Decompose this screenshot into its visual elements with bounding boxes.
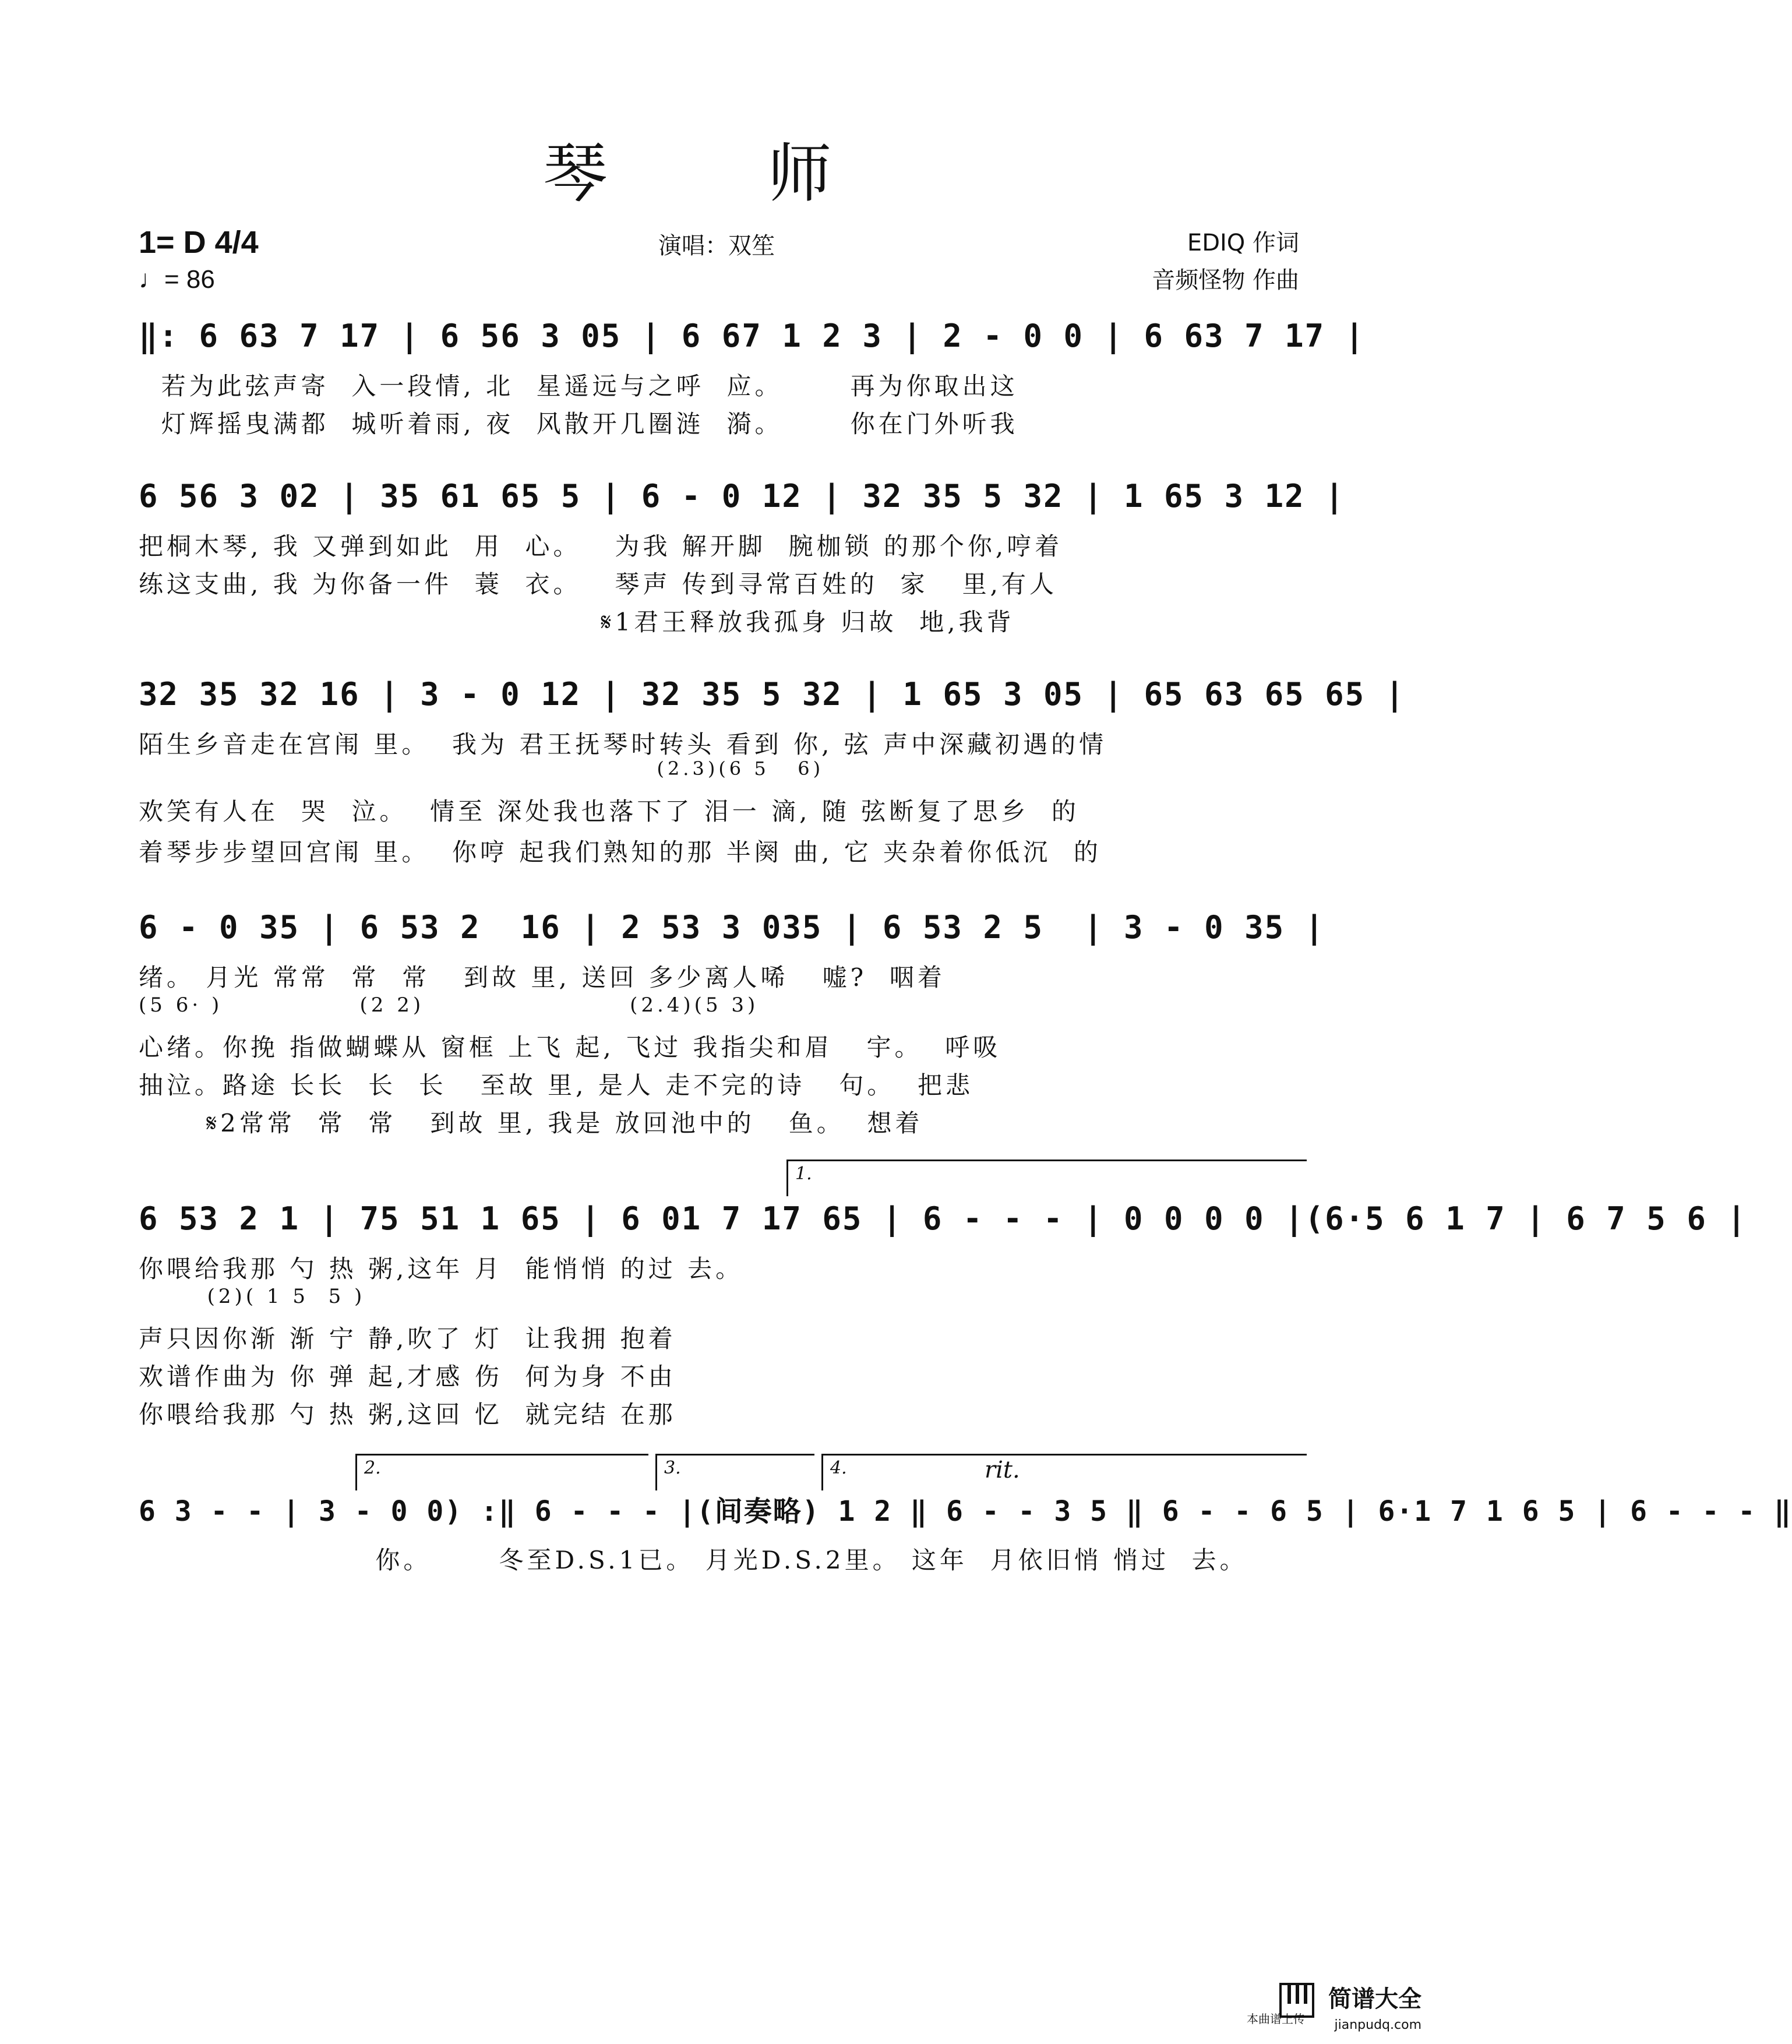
notes-system-5: 6 53 2 1 | 75 51 1 65 | 6 01 7 17 65 | 6 - - - | 0 0 0 0 |(6·5 6 1 7 | 6 7 5 6 | — [139, 1200, 1747, 1237]
lyric-line: 𝄋1君王释放我孤身 归故 地,我背 — [139, 608, 1015, 636]
site-name: 简谱大全 — [1328, 1986, 1421, 2013]
lyric-line: 抽泣。路途 长长 长 长 至故 里, 是人 走不完的诗 句。 把悲 — [139, 1071, 973, 1099]
harmony-line: (2)( 1 5 5 ) — [139, 1285, 366, 1308]
volta-bracket-4: 4. — [821, 1454, 1307, 1490]
site-url: jianpudq.com — [1334, 2018, 1421, 2032]
lyric-line: 练这支曲, 我 为你备一件 蓑 衣。 琴声 传到寻常百姓的 家 里,有人 — [139, 570, 1057, 598]
lyric-line: 声只因你渐 渐 宁 静,吹了 灯 让我拥 抱着 — [139, 1324, 676, 1353]
volta-bracket-2: 2. — [355, 1454, 648, 1490]
lyricist-credit: EDIQ 作词 — [1187, 230, 1299, 256]
volta-bracket-1: 1. — [786, 1160, 1307, 1196]
piano-icon — [1279, 1983, 1314, 2018]
upload-note: 本曲谱上传 — [1247, 2012, 1305, 2026]
lyric-line: 你。 冬至D.S.1已。 月光D.S.2里。 这年 月依旧悄 悄过 去。 — [139, 1546, 1248, 1574]
lyric-line: 欢谱作曲为 你 弹 起,才感 伤 何为身 不由 — [139, 1362, 676, 1391]
site-logo[interactable] — [1279, 1980, 1421, 2032]
lyric-line: 𝄋2常常 常 常 到故 里, 我是 放回池中的 鱼。 想着 — [139, 1109, 923, 1137]
singer-credit: 演唱：双笙 — [658, 232, 775, 259]
lyric-line: 把桐木琴, 我 又弹到如此 用 心。 为我 解开脚 腕枷锁 的那个你,哼着 — [139, 532, 1063, 561]
volta-bracket-3: 3. — [655, 1454, 814, 1490]
notes-system-3: 32 35 32 16 | 3 - 0 12 | 32 35 5 32 | 1 65 3 05 | 65 63 65 65 | — [139, 676, 1406, 713]
notes-system-6: 6 3 - - | 3 - 0 0) :‖ 6 - - - |(间奏略) 1 2 ‖ 6 - - 3 5 ‖ 6 - - 6 5 | 6·1 7 1 6 5 | 6 - - - ‖ — [139, 1495, 1792, 1528]
lyric-line: 陌生乡音走在宫闱 里。 我为 君王抚琴时转头 看到 你, 弦 声中深藏初遇的情 — [139, 730, 1107, 759]
notes-system-2: 6 56 3 02 | 35 61 65 5 | 6 - 0 12 | 32 35 5 32 | 1 65 3 12 | — [139, 478, 1345, 514]
harmony-line: (2.3)(6 5 6) — [139, 757, 824, 780]
credits — [1152, 224, 1299, 299]
lyric-line: 绪。 月光 常常 常 常 到故 里, 送回 多少离人唏 嘘? 咽着 — [139, 963, 946, 992]
composer-credit: 音频怪物 作曲 — [1152, 267, 1299, 294]
lyric-line: 你喂给我那 勺 热 粥,这回 忆 就完结 在那 — [139, 1400, 676, 1429]
notes-system-4: 6 - 0 35 | 6 53 2 16 | 2 53 3 035 | 6 53 2 5 | 3 - 0 35 | — [139, 909, 1325, 946]
ritardando-marking: rit. — [985, 1457, 1020, 1483]
tempo-marking: ♩= 86 — [139, 265, 215, 294]
page-title: 琴 师 — [543, 136, 902, 211]
lyric-line: 欢笑有人在 哭 泣。 情至 深处我也落下了 泪一 滴, 随 弦断复了思乡 的 — [139, 797, 1080, 826]
lyric-line: 心绪。你挽 指做蝴蝶从 窗框 上飞 起, 飞过 我指尖和眉 宇。 呼吸 — [139, 1033, 1001, 1062]
notes-system-1: ‖: 6 63 7 17 | 6 56 3 05 | 6 67 1 2 3 | 2 - 0 0 | 6 63 7 17 | — [139, 318, 1366, 354]
harmony-line: (5 6· ) (2 2) (2.4)(5 3) — [139, 993, 759, 1017]
lyric-line: 若为此弦声寄 入一段情, 北 星遥远与之呼 应。 再为你取出这 — [139, 372, 1018, 400]
lyric-line: 你喂给我那 勺 热 粥,这年 月 能悄悄 的过 去。 — [139, 1254, 744, 1283]
lyric-line: 着琴步步望回宫闱 里。 你哼 起我们熟知的那 半阕 曲, 它 夹杂着你低沉 的 — [139, 838, 1102, 866]
key-signature: 1= D 4/4 — [139, 225, 259, 260]
lyric-line: 灯辉摇曳满都 城听着雨, 夜 风散开几圈涟 漪。 你在门外听我 — [139, 410, 1018, 438]
